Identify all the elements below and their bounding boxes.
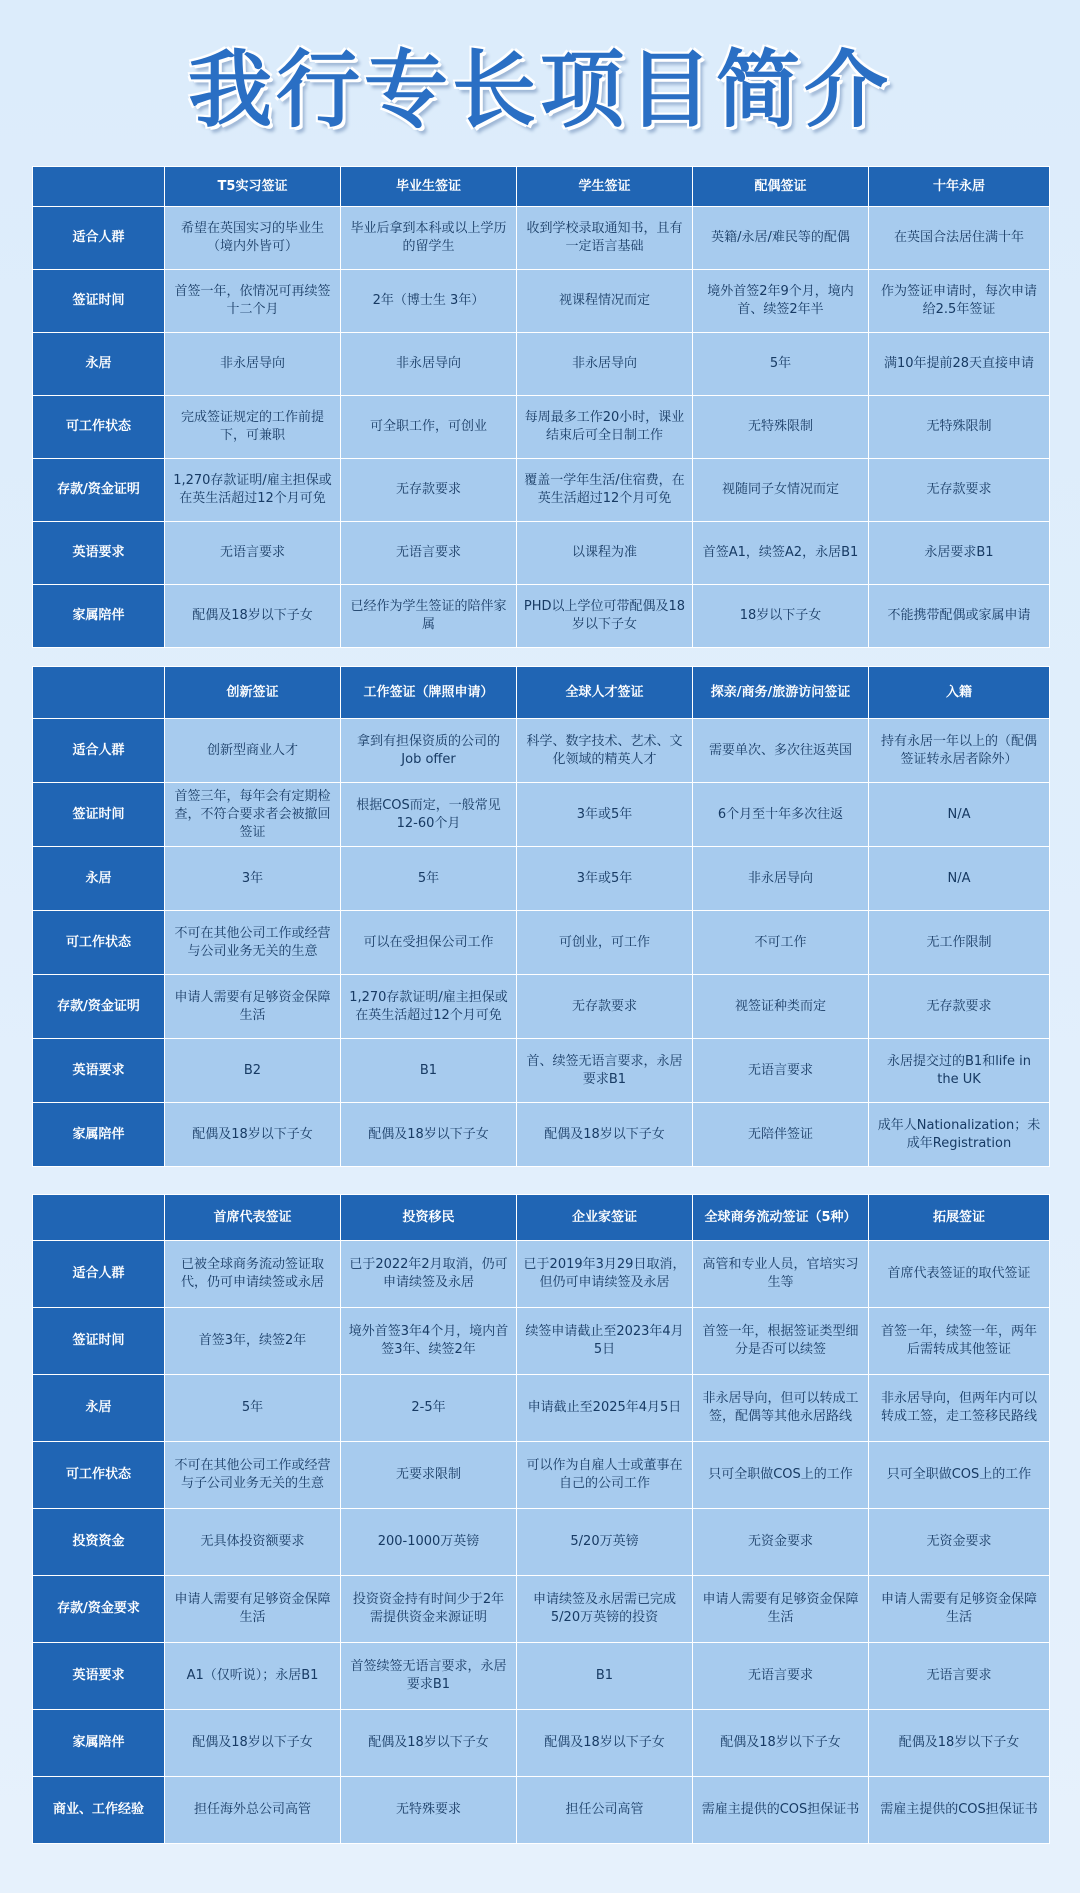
table-cell: 根据COS而定，一般常见12-60个月	[341, 783, 517, 847]
table-cell: PHD以上学位可带配偶及18岁以下子女	[517, 585, 693, 648]
page-title: 我行专长项目简介	[187, 41, 892, 139]
table-row	[33, 1442, 1050, 1509]
table-row	[33, 1103, 1050, 1167]
table-cell: 只可全职做COS上的工作	[693, 1442, 869, 1509]
table-cell: 3年或5年	[517, 847, 693, 911]
column-header: 工作签证（牌照申请）	[341, 667, 517, 719]
table-cell: 不可在其他公司工作或经营与子公司业务无关的生意	[165, 1442, 341, 1509]
table-cell: 2-5年	[341, 1375, 517, 1442]
table-cell: 无存款要求	[869, 459, 1050, 522]
column-header: 探亲/商务/旅游访问签证	[693, 667, 869, 719]
table-cell: 已经作为学生签证的陪伴家属	[341, 585, 517, 648]
table-cell: 可全职工作，可创业	[341, 396, 517, 459]
table-cell: 5年	[693, 333, 869, 396]
column-header: 学生签证	[517, 167, 693, 207]
table-row	[33, 1710, 1050, 1777]
column-header: 配偶签证	[693, 167, 869, 207]
table-cell: 首签一年，依情况可再续签十二个月	[165, 270, 341, 333]
table-cell: 续签申请截止至2023年4月5日	[517, 1308, 693, 1375]
table-cell: 无特殊限制	[693, 396, 869, 459]
table-cell: 满10年提前28天直接申请	[869, 333, 1050, 396]
row-header: 英语要求	[33, 1643, 165, 1710]
table-cell: N/A	[869, 783, 1050, 847]
table-cell: 首签一年，续签一年，两年后需转成其他签证	[869, 1308, 1050, 1375]
table-cell: 非永居导向	[165, 333, 341, 396]
table-cell: 6个月至十年多次往返	[693, 783, 869, 847]
table-row	[33, 459, 1050, 522]
row-header: 存款/资金证明	[33, 975, 165, 1039]
table-cell: 配偶及18岁以下子女	[517, 1103, 693, 1167]
row-header: 家属陪伴	[33, 585, 165, 648]
table-cell: 5年	[341, 847, 517, 911]
table-cell: 1,270存款证明/雇主担保或在英生活超过12个月可免	[341, 975, 517, 1039]
table-cell: 需雇主提供的COS担保证书	[869, 1777, 1050, 1844]
table-cell: 成年人Nationalization；未成年Registration	[869, 1103, 1050, 1167]
table-cell: 无语言要求	[165, 522, 341, 585]
row-header: 适合人群	[33, 719, 165, 783]
row-header: 英语要求	[33, 1039, 165, 1103]
header-row	[33, 167, 1050, 207]
table-cell: 担任海外总公司高管	[165, 1777, 341, 1844]
table-cell: 配偶及18岁以下子女	[341, 1103, 517, 1167]
table-cell: 18岁以下子女	[693, 585, 869, 648]
column-header: 十年永居	[869, 167, 1050, 207]
table-cell: 无存款要求	[517, 975, 693, 1039]
row-header: 适合人群	[33, 1241, 165, 1308]
table-cell: 配偶及18岁以下子女	[165, 1103, 341, 1167]
table-cell: N/A	[869, 847, 1050, 911]
column-header: 拓展签证	[869, 1195, 1050, 1241]
table-row	[33, 1509, 1050, 1576]
table-cell: 首签续签无语言要求，永居要求B1	[341, 1643, 517, 1710]
visa-table-1	[32, 166, 1050, 648]
table-cell: 无资金要求	[869, 1509, 1050, 1576]
row-header: 存款/资金要求	[33, 1576, 165, 1643]
table-cell: 拿到有担保资质的公司的Job offer	[341, 719, 517, 783]
table-cell: 创新型商业人才	[165, 719, 341, 783]
table-row	[33, 911, 1050, 975]
row-header: 适合人群	[33, 207, 165, 270]
table-cell: 无特殊限制	[869, 396, 1050, 459]
table-row	[33, 585, 1050, 648]
table-cell: 视课程情况而定	[517, 270, 693, 333]
row-header: 签证时间	[33, 1308, 165, 1375]
table-cell: 投资资金持有时间少于2年需提供资金来源证明	[341, 1576, 517, 1643]
table-cell: 可以作为自雇人士或董事在自己的公司工作	[517, 1442, 693, 1509]
table-cell: 无语言要求	[693, 1039, 869, 1103]
table-cell: 需要单次、多次往返英国	[693, 719, 869, 783]
table-row	[33, 1241, 1050, 1308]
table-row	[33, 847, 1050, 911]
row-header: 商业、工作经验	[33, 1777, 165, 1844]
table-cell: 无工作限制	[869, 911, 1050, 975]
table-cell: 永居要求B1	[869, 522, 1050, 585]
table-cell: 可以在受担保公司工作	[341, 911, 517, 975]
table-cell: 5年	[165, 1375, 341, 1442]
table-cell: 首、续签无语言要求，永居要求B1	[517, 1039, 693, 1103]
table-cell: 无陪伴签证	[693, 1103, 869, 1167]
table-cell: B1	[517, 1643, 693, 1710]
table-cell: 永居提交过的B1和life in the UK	[869, 1039, 1050, 1103]
column-header: 毕业生签证	[341, 167, 517, 207]
table-cell: 2年（博士生 3年）	[341, 270, 517, 333]
table-cell: 担任公司高管	[517, 1777, 693, 1844]
row-header: 永居	[33, 1375, 165, 1442]
table-cell: B1	[341, 1039, 517, 1103]
table-cell: 申请人需要有足够资金保障生活	[165, 975, 341, 1039]
table-cell: 配偶及18岁以下子女	[165, 1710, 341, 1777]
header-row	[33, 1195, 1050, 1241]
table-cell: 无存款要求	[869, 975, 1050, 1039]
table-cell: 需雇主提供的COS担保证书	[693, 1777, 869, 1844]
table-row	[33, 207, 1050, 270]
table-cell: 无资金要求	[693, 1509, 869, 1576]
table-cell: 以课程为准	[517, 522, 693, 585]
row-header: 家属陪伴	[33, 1710, 165, 1777]
header-corner	[33, 667, 165, 719]
column-header: 首席代表签证	[165, 1195, 341, 1241]
column-header: 全球商务流动签证（5种）	[693, 1195, 869, 1241]
table-cell: 不可工作	[693, 911, 869, 975]
table-cell: 申请人需要有足够资金保障生活	[869, 1576, 1050, 1643]
visa-table-2	[32, 666, 1050, 1167]
table-cell: A1（仅听说）；永居B1	[165, 1643, 341, 1710]
table-cell: 申请人需要有足够资金保障生活	[693, 1576, 869, 1643]
table-cell: 非永居导向	[341, 333, 517, 396]
table-cell: 申请续签及永居需已完成5/20万英镑的投资	[517, 1576, 693, 1643]
table-cell: 首席代表签证的取代签证	[869, 1241, 1050, 1308]
table-cell: 覆盖一学年生活/住宿费，在英生活超过12个月可免	[517, 459, 693, 522]
table-cell: 毕业后拿到本科或以上学历的留学生	[341, 207, 517, 270]
table-cell: 在英国合法居住满十年	[869, 207, 1050, 270]
table-cell: 200-1000万英镑	[341, 1509, 517, 1576]
table-cell: 英籍/永居/难民等的配偶	[693, 207, 869, 270]
column-header: 创新签证	[165, 667, 341, 719]
table-cell: 科学、数字技术、艺术、文化领域的精英人才	[517, 719, 693, 783]
column-header: 入籍	[869, 667, 1050, 719]
table-cell: 配偶及18岁以下子女	[869, 1710, 1050, 1777]
table-cell: 希望在英国实习的毕业生（境内外皆可）	[165, 207, 341, 270]
row-header: 永居	[33, 847, 165, 911]
table-cell: 非永居导向	[517, 333, 693, 396]
table-cell: 无具体投资额要求	[165, 1509, 341, 1576]
row-header: 签证时间	[33, 270, 165, 333]
table-row	[33, 1375, 1050, 1442]
table-row	[33, 1777, 1050, 1844]
table-cell: 非永居导向，但两年内可以转成工签，走工签移民路线	[869, 1375, 1050, 1442]
table-cell: 只可全职做COS上的工作	[869, 1442, 1050, 1509]
table-cell: 无语言要求	[341, 522, 517, 585]
table-cell: 不能携带配偶或家属申请	[869, 585, 1050, 648]
table-cell: 境外首签3年4个月，境内首签3年、续签2年	[341, 1308, 517, 1375]
table-cell: 无语言要求	[693, 1643, 869, 1710]
table-cell: 非永居导向，但可以转成工签，配偶等其他永居路线	[693, 1375, 869, 1442]
header-corner	[33, 167, 165, 207]
table-cell: 配偶及18岁以下子女	[517, 1710, 693, 1777]
table-cell: 首签3年，续签2年	[165, 1308, 341, 1375]
table-cell: 完成签证规定的工作前提下，可兼职	[165, 396, 341, 459]
table-row	[33, 270, 1050, 333]
table-cell: 已于2019年3月29日取消，但仍可申请续签及永居	[517, 1241, 693, 1308]
table-cell: 境外首签2年9个月，境内首、续签2年半	[693, 270, 869, 333]
table-cell: 持有永居一年以上的（配偶签证转永居者除外）	[869, 719, 1050, 783]
table-cell: 高管和专业人员，官培实习生等	[693, 1241, 869, 1308]
table-row	[33, 1643, 1050, 1710]
table-cell: 3年或5年	[517, 783, 693, 847]
table-cell: 配偶及18岁以下子女	[341, 1710, 517, 1777]
table-row	[33, 975, 1050, 1039]
row-header: 存款/资金证明	[33, 459, 165, 522]
table-cell: 非永居导向	[693, 847, 869, 911]
table-cell: 无特殊要求	[341, 1777, 517, 1844]
table-cell: 首签三年，每年会有定期检查，不符合要求者会被撤回签证	[165, 783, 341, 847]
table-cell: 已于2022年2月取消，仍可申请续签及永居	[341, 1241, 517, 1308]
table-cell: 无语言要求	[869, 1643, 1050, 1710]
row-header: 签证时间	[33, 783, 165, 847]
row-header: 永居	[33, 333, 165, 396]
header-corner	[33, 1195, 165, 1241]
table-cell: 每周最多工作20小时，课业结束后可全日制工作	[517, 396, 693, 459]
table-row	[33, 396, 1050, 459]
table-cell: 配偶及18岁以下子女	[165, 585, 341, 648]
table-cell: 无要求限制	[341, 1442, 517, 1509]
table-cell: 1,270存款证明/雇主担保或在英生活超过12个月可免	[165, 459, 341, 522]
column-header: 企业家签证	[517, 1195, 693, 1241]
visa-table-3	[32, 1194, 1050, 1844]
header-row	[33, 667, 1050, 719]
table-cell: 首签一年，根据签证类型细分是否可以续签	[693, 1308, 869, 1375]
row-header: 可工作状态	[33, 911, 165, 975]
table-cell: B2	[165, 1039, 341, 1103]
table-cell: 视随同子女情况而定	[693, 459, 869, 522]
table-cell: 作为签证申请时，每次申请给2.5年签证	[869, 270, 1050, 333]
row-header: 可工作状态	[33, 396, 165, 459]
table-cell: 3年	[165, 847, 341, 911]
table-row	[33, 783, 1050, 847]
table-row	[33, 1308, 1050, 1375]
table-cell: 视签证种类而定	[693, 975, 869, 1039]
table-cell: 配偶及18岁以下子女	[693, 1710, 869, 1777]
table-cell: 不可在其他公司工作或经营与公司业务无关的生意	[165, 911, 341, 975]
table-cell: 申请人需要有足够资金保障生活	[165, 1576, 341, 1643]
table-cell: 已被全球商务流动签证取代，仍可申请续签或永居	[165, 1241, 341, 1308]
row-header: 英语要求	[33, 522, 165, 585]
column-header: T5实习签证	[165, 167, 341, 207]
column-header: 投资移民	[341, 1195, 517, 1241]
table-row	[33, 1039, 1050, 1103]
column-header: 全球人才签证	[517, 667, 693, 719]
row-header: 可工作状态	[33, 1442, 165, 1509]
table-cell: 首签A1，续签A2，永居B1	[693, 522, 869, 585]
table-row	[33, 333, 1050, 396]
table-row	[33, 522, 1050, 585]
row-header: 投资资金	[33, 1509, 165, 1576]
table-cell: 可创业，可工作	[517, 911, 693, 975]
table-row	[33, 719, 1050, 783]
table-cell: 收到学校录取通知书，且有一定语言基础	[517, 207, 693, 270]
table-cell: 5/20万英镑	[517, 1509, 693, 1576]
table-cell: 无存款要求	[341, 459, 517, 522]
table-row	[33, 1576, 1050, 1643]
table-cell: 申请截止至2025年4月5日	[517, 1375, 693, 1442]
row-header: 家属陪伴	[33, 1103, 165, 1167]
